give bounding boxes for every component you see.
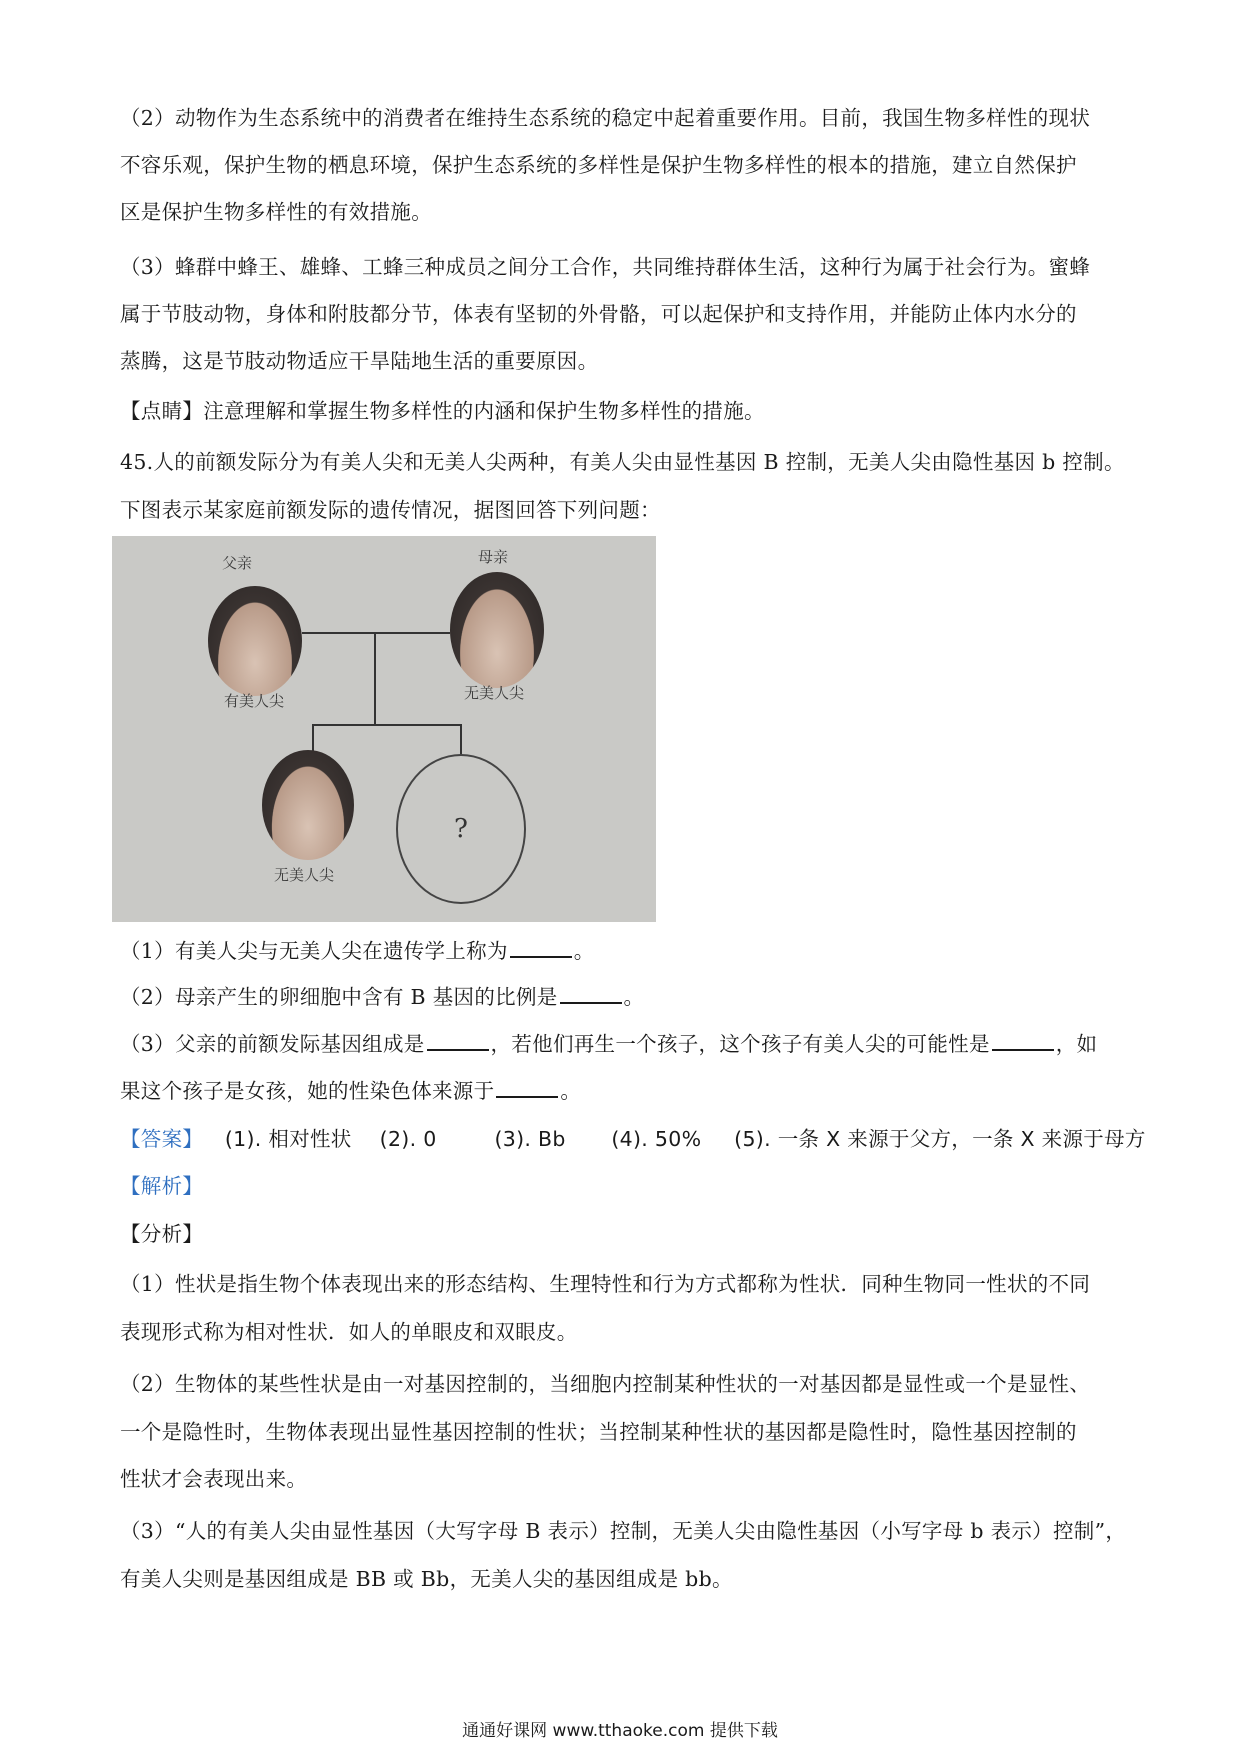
answer-2: (2). 0 [379,1127,437,1151]
question-1 [120,937,1240,965]
question-2 [120,983,1240,1011]
answer-blank [510,938,572,958]
question-3-line-2 [120,1077,1240,1105]
paragraph-3-line-2: 属于节肢动物，身体和附肢都分节，体表有坚韧的外骨骼，可以起保护和支持作用，并能防止体内水分的 [120,302,1077,326]
page-footer: 通通好课网 www.tthaoke.com 提供下载 [462,1721,778,1741]
child-face [262,750,354,860]
paragraph-2-line-1: （2）动物作为生态系统中的消费者在维持生态系统的稳定中起着重要作用。目前，我国生物多样性的现状 [120,106,1091,130]
sibling-line [312,724,462,726]
jiexi-heading: 【解析】 [120,1174,204,1198]
dianjing-note: 【点睛】注意理解和掌握生物多样性的内涵和保护生物多样性的措施。 [120,399,765,423]
question-2-text: （2）母亲产生的卵细胞中含有 B 基因的比例是 [120,985,558,1009]
analysis-2-line-1: （2）生物体的某些性状是由一对基因控制的，当细胞内控制某种性状的一对基因都是显性或一个是显性、 [120,1372,1091,1396]
father-trait-label: 有美人尖 [224,692,285,710]
mother-face [450,572,544,688]
mother-trait-label: 无美人尖 [464,684,525,702]
answer-blank [992,1031,1054,1051]
analysis-1-line-2: 表现形式称为相对性状．如人的单眼皮和双眼皮。 [120,1320,578,1344]
analysis-3-line-1: （3）“人的有美人尖由显性基因（大写字母 B 表示）控制，无美人尖由隐性基因（小写字母 b 表示）控制”， [120,1519,1127,1543]
question-3-text-d: 果这个孩子是女孩，她的性染色体来源于 [120,1079,495,1103]
mother-label: 母亲 [478,548,509,566]
paragraph-2-line-2: 不容乐观，保护生物的栖息环境，保护生态系统的多样性是保护生物多样性的根本的措施，建立自然保护 [120,153,1077,177]
answer-blank [560,984,622,1004]
analysis-1-line-1: （1）性状是指生物个体表现出来的形态结构、生理特性和行为方式都称为性状．同种生物同一性状的不同 [120,1272,1091,1296]
question-3-line-1 [120,1030,1240,1058]
paragraph-2-line-3: 区是保护生物多样性的有效措施。 [120,200,432,224]
analysis-2-line-2: 一个是隐性时，生物体表现出显性基因控制的性状；当控制某种性状的基因都是隐性时，隐性基因控制的 [120,1420,1077,1444]
question-45-line-1: 45.人的前额发际分为有美人尖和无美人尖两种，有美人尖由显性基因 B 控制，无美人尖由隐性基因 b 控制。 [120,450,1125,474]
question-3-text-b: ，若他们再生一个孩子，这个孩子有美人尖的可能性是 [490,1032,990,1056]
analysis-2-line-3: 性状才会表现出来。 [120,1467,308,1491]
answer-row [120,1125,1240,1153]
question-1-end: 。 [573,939,595,963]
father-face [208,586,302,696]
child-2-line [460,724,462,756]
child-trait-label: 无美人尖 [274,866,335,884]
unknown-child-circle [396,754,526,904]
question-2-end: 。 [623,985,645,1009]
pedigree-figure [112,536,656,922]
question-45-line-2: 下图表示某家庭前额发际的遗传情况，据图回答下列问题： [120,498,661,522]
answer-blank [496,1078,558,1098]
question-3-text-a: （3）父亲的前额发际基因组成是 [120,1032,425,1056]
marriage-line [302,632,450,634]
answer-4: (4). 50% [611,1127,702,1151]
question-3-text-c: ，如 [1055,1032,1098,1056]
descent-line [374,632,376,726]
fenxi-heading: 【分析】 [120,1222,204,1246]
father-label: 父亲 [222,554,253,572]
answer-blank [427,1031,489,1051]
analysis-3-line-2: 有美人尖则是基因组成是 BB 或 Bb，无美人尖的基因组成是 bb。 [120,1567,733,1591]
paragraph-3-line-3: 蒸腾，这是节肢动物适应干旱陆地生活的重要原因。 [120,349,599,373]
answer-1: (1). 相对性状 [224,1127,352,1151]
question-1-text: （1）有美人尖与无美人尖在遗传学上称为 [120,939,508,963]
answer-tag: 【答案】 [120,1127,204,1151]
unknown-mark: ? [454,814,468,844]
paragraph-3-line-1: （3）蜂群中蜂王、雄蜂、工蜂三种成员之间分工合作，共同维持群体生活，这种行为属于社会行为。蜜蜂 [120,255,1091,279]
answer-5: (5). 一条 X 来源于父方，一条 X 来源于母方 [734,1127,1146,1151]
answer-3: (3). Bb [494,1127,566,1151]
question-3-end: 。 [560,1079,582,1103]
